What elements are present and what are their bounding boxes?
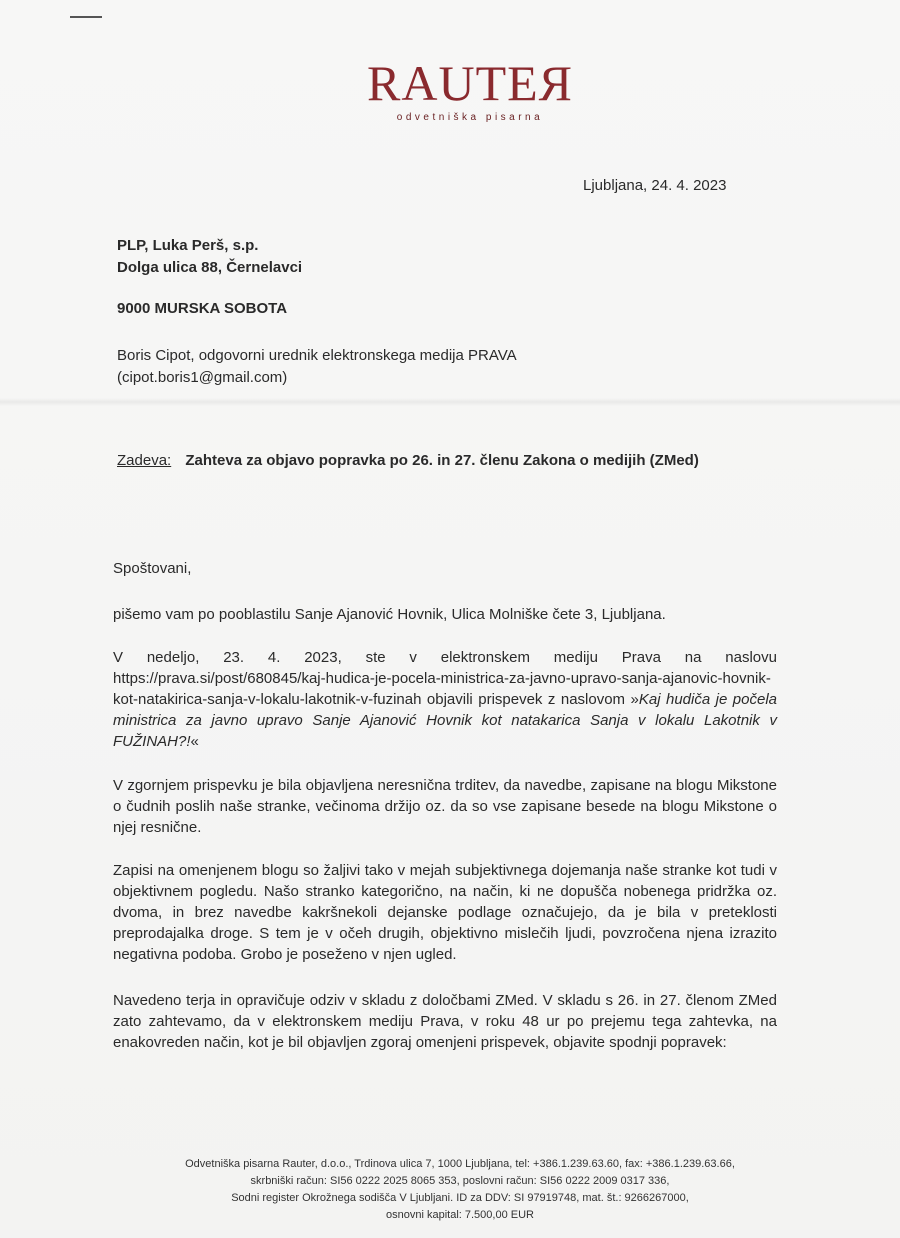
paragraph-4: Zapisi na omenjenem blogu so žaljivi tako v mejah subjektivnega dojemanja naše stranke kot tudi v objektivnem pogledu. Našo stranko kategorično, na način, ki ne dopušča nobenega pridržka oz. dvoma, in brez navedbe kakršnekoli dejanske podlage označujejo, da je bila v preteklosti preprodajalka droge. S tem je v očeh drugih, objektivno mislečih ljudi, povzročena njena izrazito negativna podoba. Grobo je poseženo v njen ugled. <box>113 862 777 963</box>
subject-text: Zahteva za objavo popravka po 26. in 27. členu Zakona o medijih (ZMed) <box>185 452 699 469</box>
letterhead-name: RAUTEЯ <box>367 55 573 111</box>
article-title: Kaj hudiča je počela ministrica za javno upravo Sanje Ajanović Hovnik kot natakarica Sanja v lokalu Lakotnik v FUŽINAH?! <box>113 691 777 750</box>
recipient-line-2: Dolga ulica 88, Černelavci <box>117 259 303 276</box>
footer-line-1: Odvetniška pisarna Rauter, d.o.o., Trdinova ulica 7, 1000 Ljubljana, tel: +386.1.239.63.60, fax: +386.1.239.63.66, <box>185 1158 735 1170</box>
paragraph-2 <box>113 647 777 752</box>
pen-mark <box>70 16 102 18</box>
letterhead-subtitle: odvetniška pisarna <box>396 112 544 123</box>
paragraph-1: pišemo vam po pooblastilu Sanje Ajanović Hovnik, Ulica Molniške čete 3, Ljubljana. <box>113 606 666 623</box>
recipient-line-1: PLP, Luka Perš, s.p. <box>117 237 259 254</box>
letterhead-logo <box>0 55 900 123</box>
subject-label: Zadeva: <box>117 452 172 469</box>
cc-line-1: Boris Cipot, odgovorni urednik elektronskega medija PRAVA <box>117 347 517 364</box>
recipient-city: 9000 MURSKA SOBOTA <box>117 300 288 317</box>
footer-line-3: Sodni register Okrožnega sodišča V Ljubljani. ID za DDV: SI 97919748, mat. št.: 9266267000, <box>231 1192 689 1204</box>
paragraph-2-start: V nedeljo, 23. 4. 2023, ste v elektronskem mediju Prava na naslovu https://prava.si/post/680845/kaj-hudica-je-pocela-ministrica-za-javno-upravo-sanja-ajanovic-hovnik-kot-natakirica-sanja-v-lokalu-lakotnik-v-fuzinah objavili prispevek z naslovom » <box>113 649 777 708</box>
footer-line-4: osnovni kapital: 7.500,00 EUR <box>386 1209 534 1221</box>
recipient-address <box>117 235 302 279</box>
paper-fold <box>0 398 900 406</box>
footer-line-2: skrbniški račun: SI56 0222 2025 8065 353, poslovni račun: SI56 0222 2009 0317 336, <box>250 1175 670 1187</box>
greeting: Spoštovani, <box>113 560 192 577</box>
cc-line-2: (cipot.boris1@gmail.com) <box>117 369 288 386</box>
letter-date: Ljubljana, 24. 4. 2023 <box>583 177 727 194</box>
paragraph-3: V zgornjem prispevku je bila objavljena neresnična trditev, da navedbe, zapisane na blogu Mikstone o čudnih poslih naše stranke, večinoma držijo oz. da so vse zapisane besede na blogu Mikstone o njej resnične. <box>113 777 777 836</box>
subject-line <box>117 452 699 469</box>
paragraph-5: Navedeno terja in opravičuje odziv v skladu z določbami ZMed. V skladu s 26. in 27. členom ZMed zato zahtevamo, da v elektronskem mediju Prava, v roku 48 ur po prejemu tega zahtevka, na enakovreden način, kot je bil objavljen zgoraj omenjeni prispevek, objavite spodnji popravek: <box>113 992 777 1051</box>
cc-recipient <box>117 345 517 389</box>
letter-footer <box>80 1156 840 1224</box>
paragraph-2-end: « <box>190 733 199 750</box>
